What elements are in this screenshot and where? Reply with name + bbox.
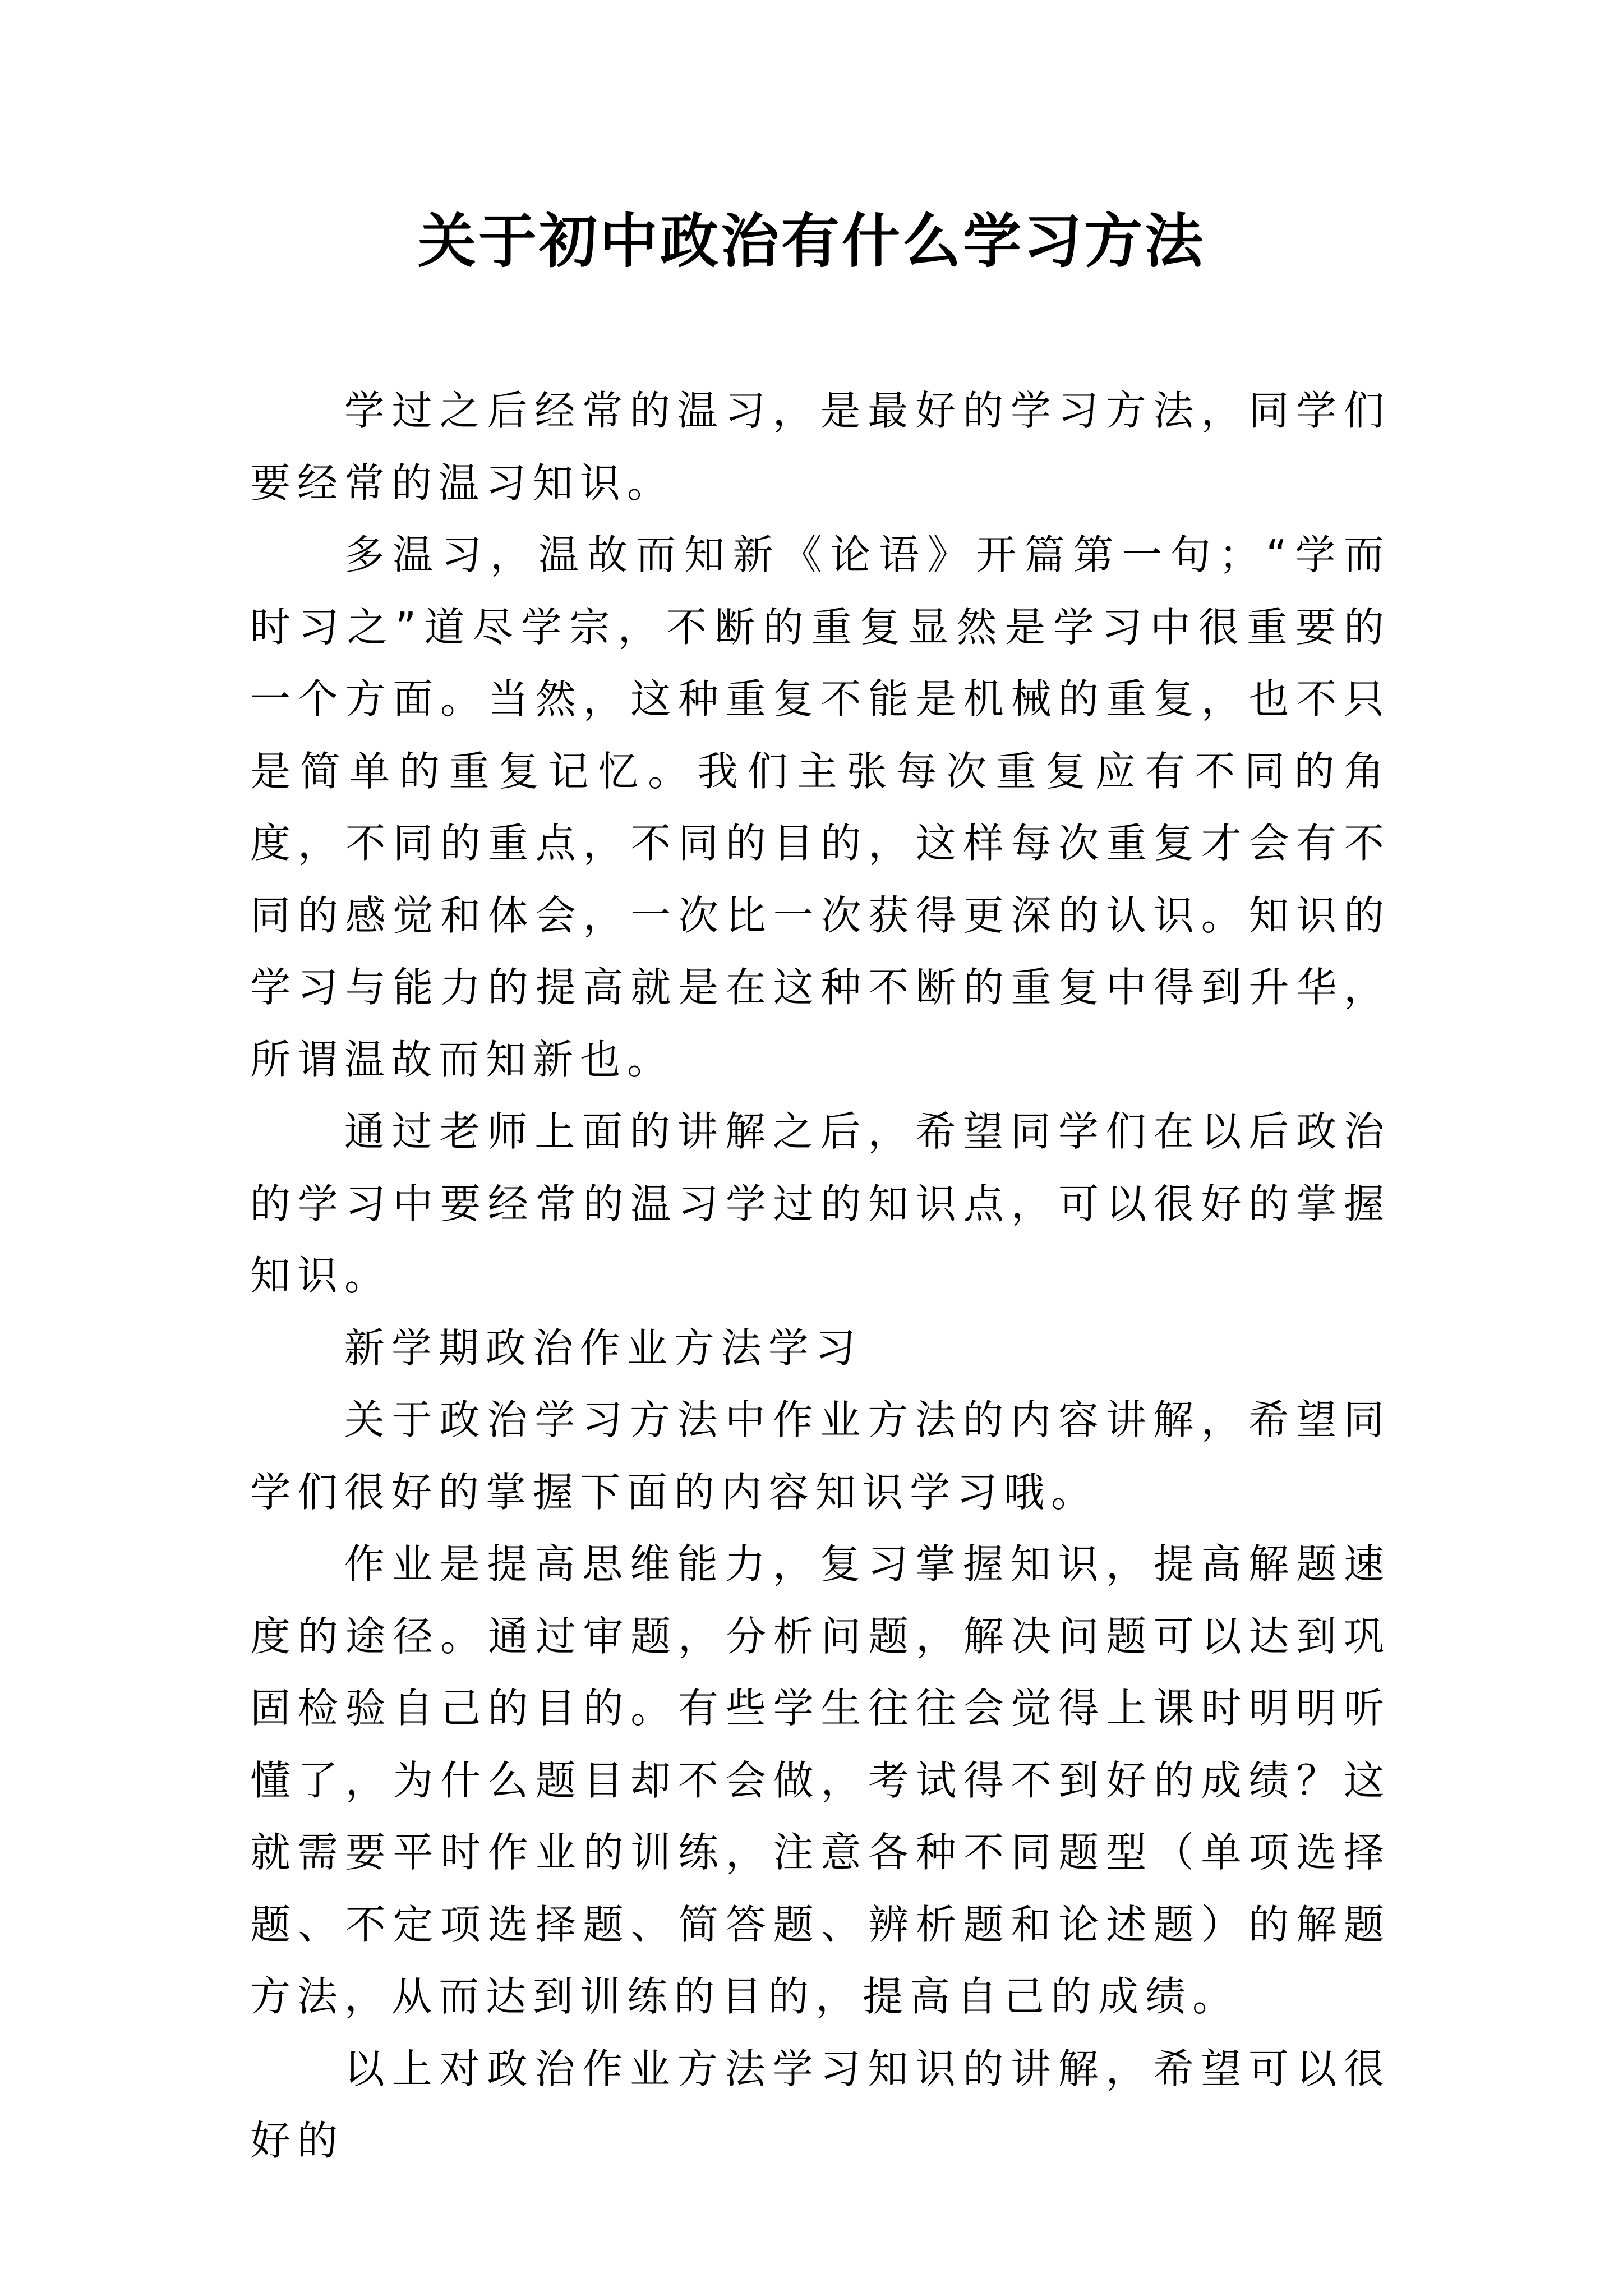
document-title: 关于初中政治有什么学习方法 <box>417 206 1205 275</box>
document-body <box>250 375 1391 2177</box>
paragraph: 多温习，温故而知新《论语》开篇第一句；“学而时习之”道尽学宗，不断的重复显然是学习中很重要的一个方面。当然，这种重复不能是机械的重复，也不只是简单的重复记忆。我们主张每次重复应有不同的角度，不同的重点，不同的目的，这样每次重复才会有不同的感觉和体会，一次比一次获得更深的认识。知识的学习与能力的提高就是在这种不断的重复中得到升华，所谓温故而知新也。 <box>250 531 1391 1083</box>
paragraph: 关于政治学习方法中作业方法的内容讲解，希望同学们很好的掌握下面的内容知识学习哦。 <box>250 1396 1391 1516</box>
paragraph: 通过老师上面的讲解之后，希望同学们在以后政治的学习中要经常的温习学过的知识点，可以很好的掌握知识。 <box>250 1108 1391 1299</box>
section-heading: 新学期政治作业方法学习 <box>344 1324 863 1372</box>
paragraph: 学过之后经常的温习，是最好的学习方法，同学们要经常的温习知识。 <box>250 387 1391 507</box>
paragraph: 作业是提高思维能力，复习掌握知识，提高解题速度的途径。通过审题，分析问题，解决问题可以达到巩固检验自己的目的。有些学生往往会觉得上课时明明听懂了，为什么题目却不会做，考试得不到好的成绩？这就需要平时作业的训练，注意各种不同题型（单项选择题、不定项选择题、简答题、辨析题和论述题）的解题方法，从而达到训练的目的，提高自己的成绩。 <box>250 1540 1391 2020</box>
paragraph: 以上对政治作业方法学习知识的讲解，希望可以很好的 <box>250 2045 1391 2164</box>
